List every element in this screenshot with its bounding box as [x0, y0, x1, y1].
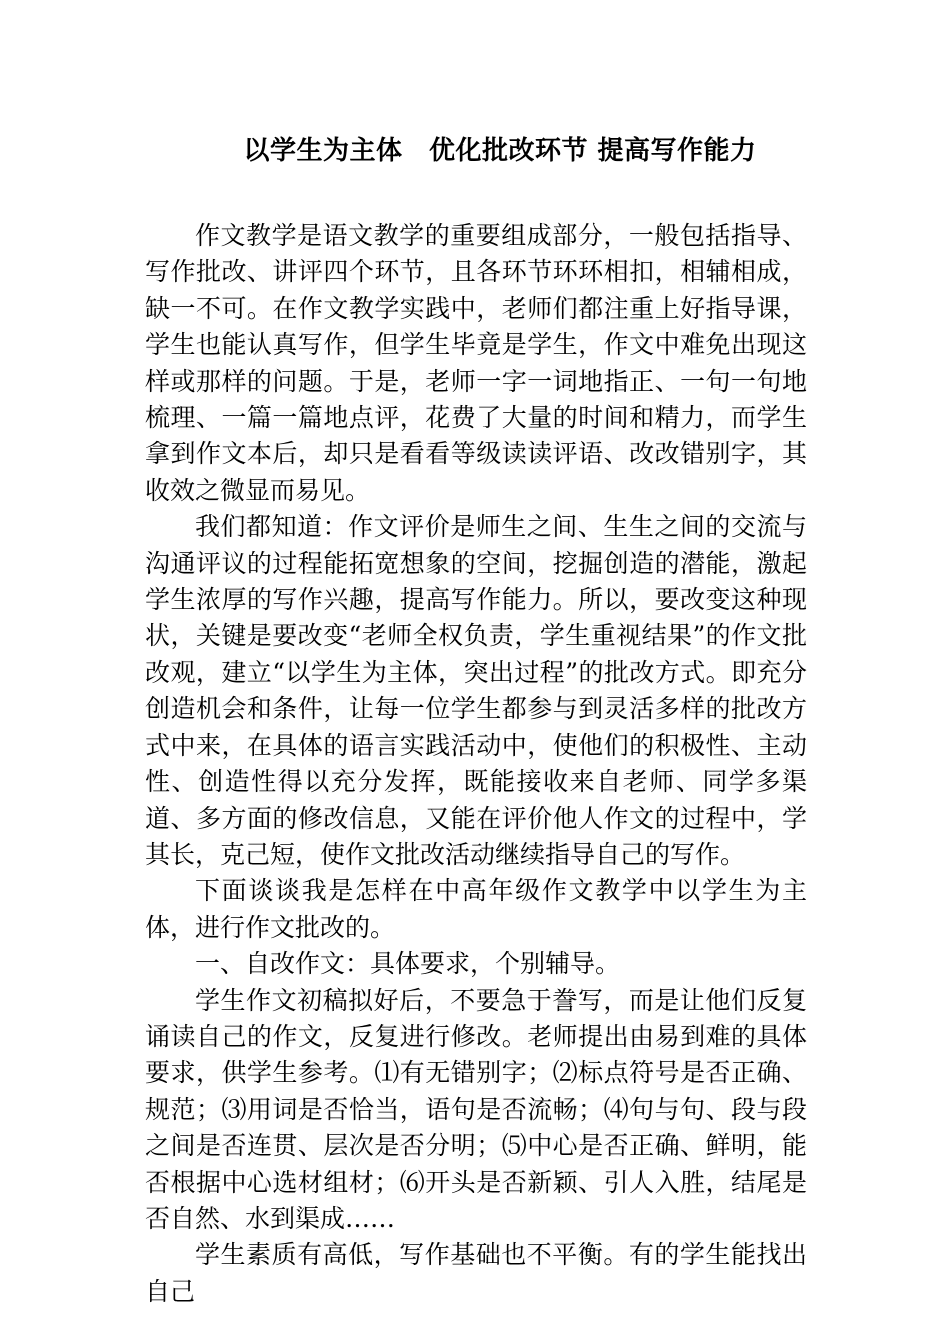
document-title: 以学生为主体 优化批改环节 提高写作能力 [243, 136, 757, 166]
paragraph-student-differences: 学生素质有高低，写作基础也不平衡。有的学生能找出自己 [145, 1240, 807, 1306]
paragraph-intro: 作文教学是语文教学的重要组成部分，一般包括指导、写作批改、讲评四个环节，且各环节环环相扣，相辅相成，缺一不可。在作文教学实践中，老师们都注重上好指导课，学生也能认真写作，但学生毕竟是学生，作文中难免出现这样或那样的问题。于是，老师一字一词地指正、一句一句地梳理、一篇一篇地点评，花费了大量的时间和精力，而学生拿到作文本后，却只是看看等级读读评语、改改错别字，其收效之微显而易见。 [145, 221, 807, 505]
paragraph-self-revision: 学生作文初稿拟好后，不要急于誊写，而是让他们反复诵读自己的作文，反复进行修改。老师提出由易到难的具体要求，供学生参考。⑴有无错别字；⑵标点符号是否正确、规范；⑶用词是否恰当，语句是否流畅；⑷句与句、段与段之间是否连贯、层次是否分明；⑸中心是否正确、鲜明，能否根据中心选材组材；⑹开头是否新颖、引人入胜，结尾是否自然、水到渠成…… [145, 985, 807, 1233]
paragraph-overview: 下面谈谈我是怎样在中高年级作文教学中以学生为主体，进行作文批改的。 [145, 876, 807, 942]
section-heading-self-revision: 一、自改作文：具体要求，个别辅导。 [195, 949, 621, 979]
document-body [145, 218, 807, 1310]
paragraph-evaluation: 我们都知道：作文评价是师生之间、生生之间的交流与沟通评议的过程能拓宽想象的空间，挖掘创造的潜能，激起学生浓厚的写作兴趣，提高写作能力。所以，要改变这种现状，关键是要改变“老师全权负责，学生重视结果”的作文批改观，建立“以学生为主体，突出过程”的批改方式。即充分创造机会和条件，让每一位学生都参与到灵活多样的批改方式中来，在具体的语言实践活动中，使他们的积极性、主动性、创造性得以充分发挥，既能接收来自老师、同学多渠道、多方面的修改信息，又能在评价他人作文的过程中，学其长，克己短，使作文批改活动继续指导自己的写作。 [145, 512, 807, 869]
